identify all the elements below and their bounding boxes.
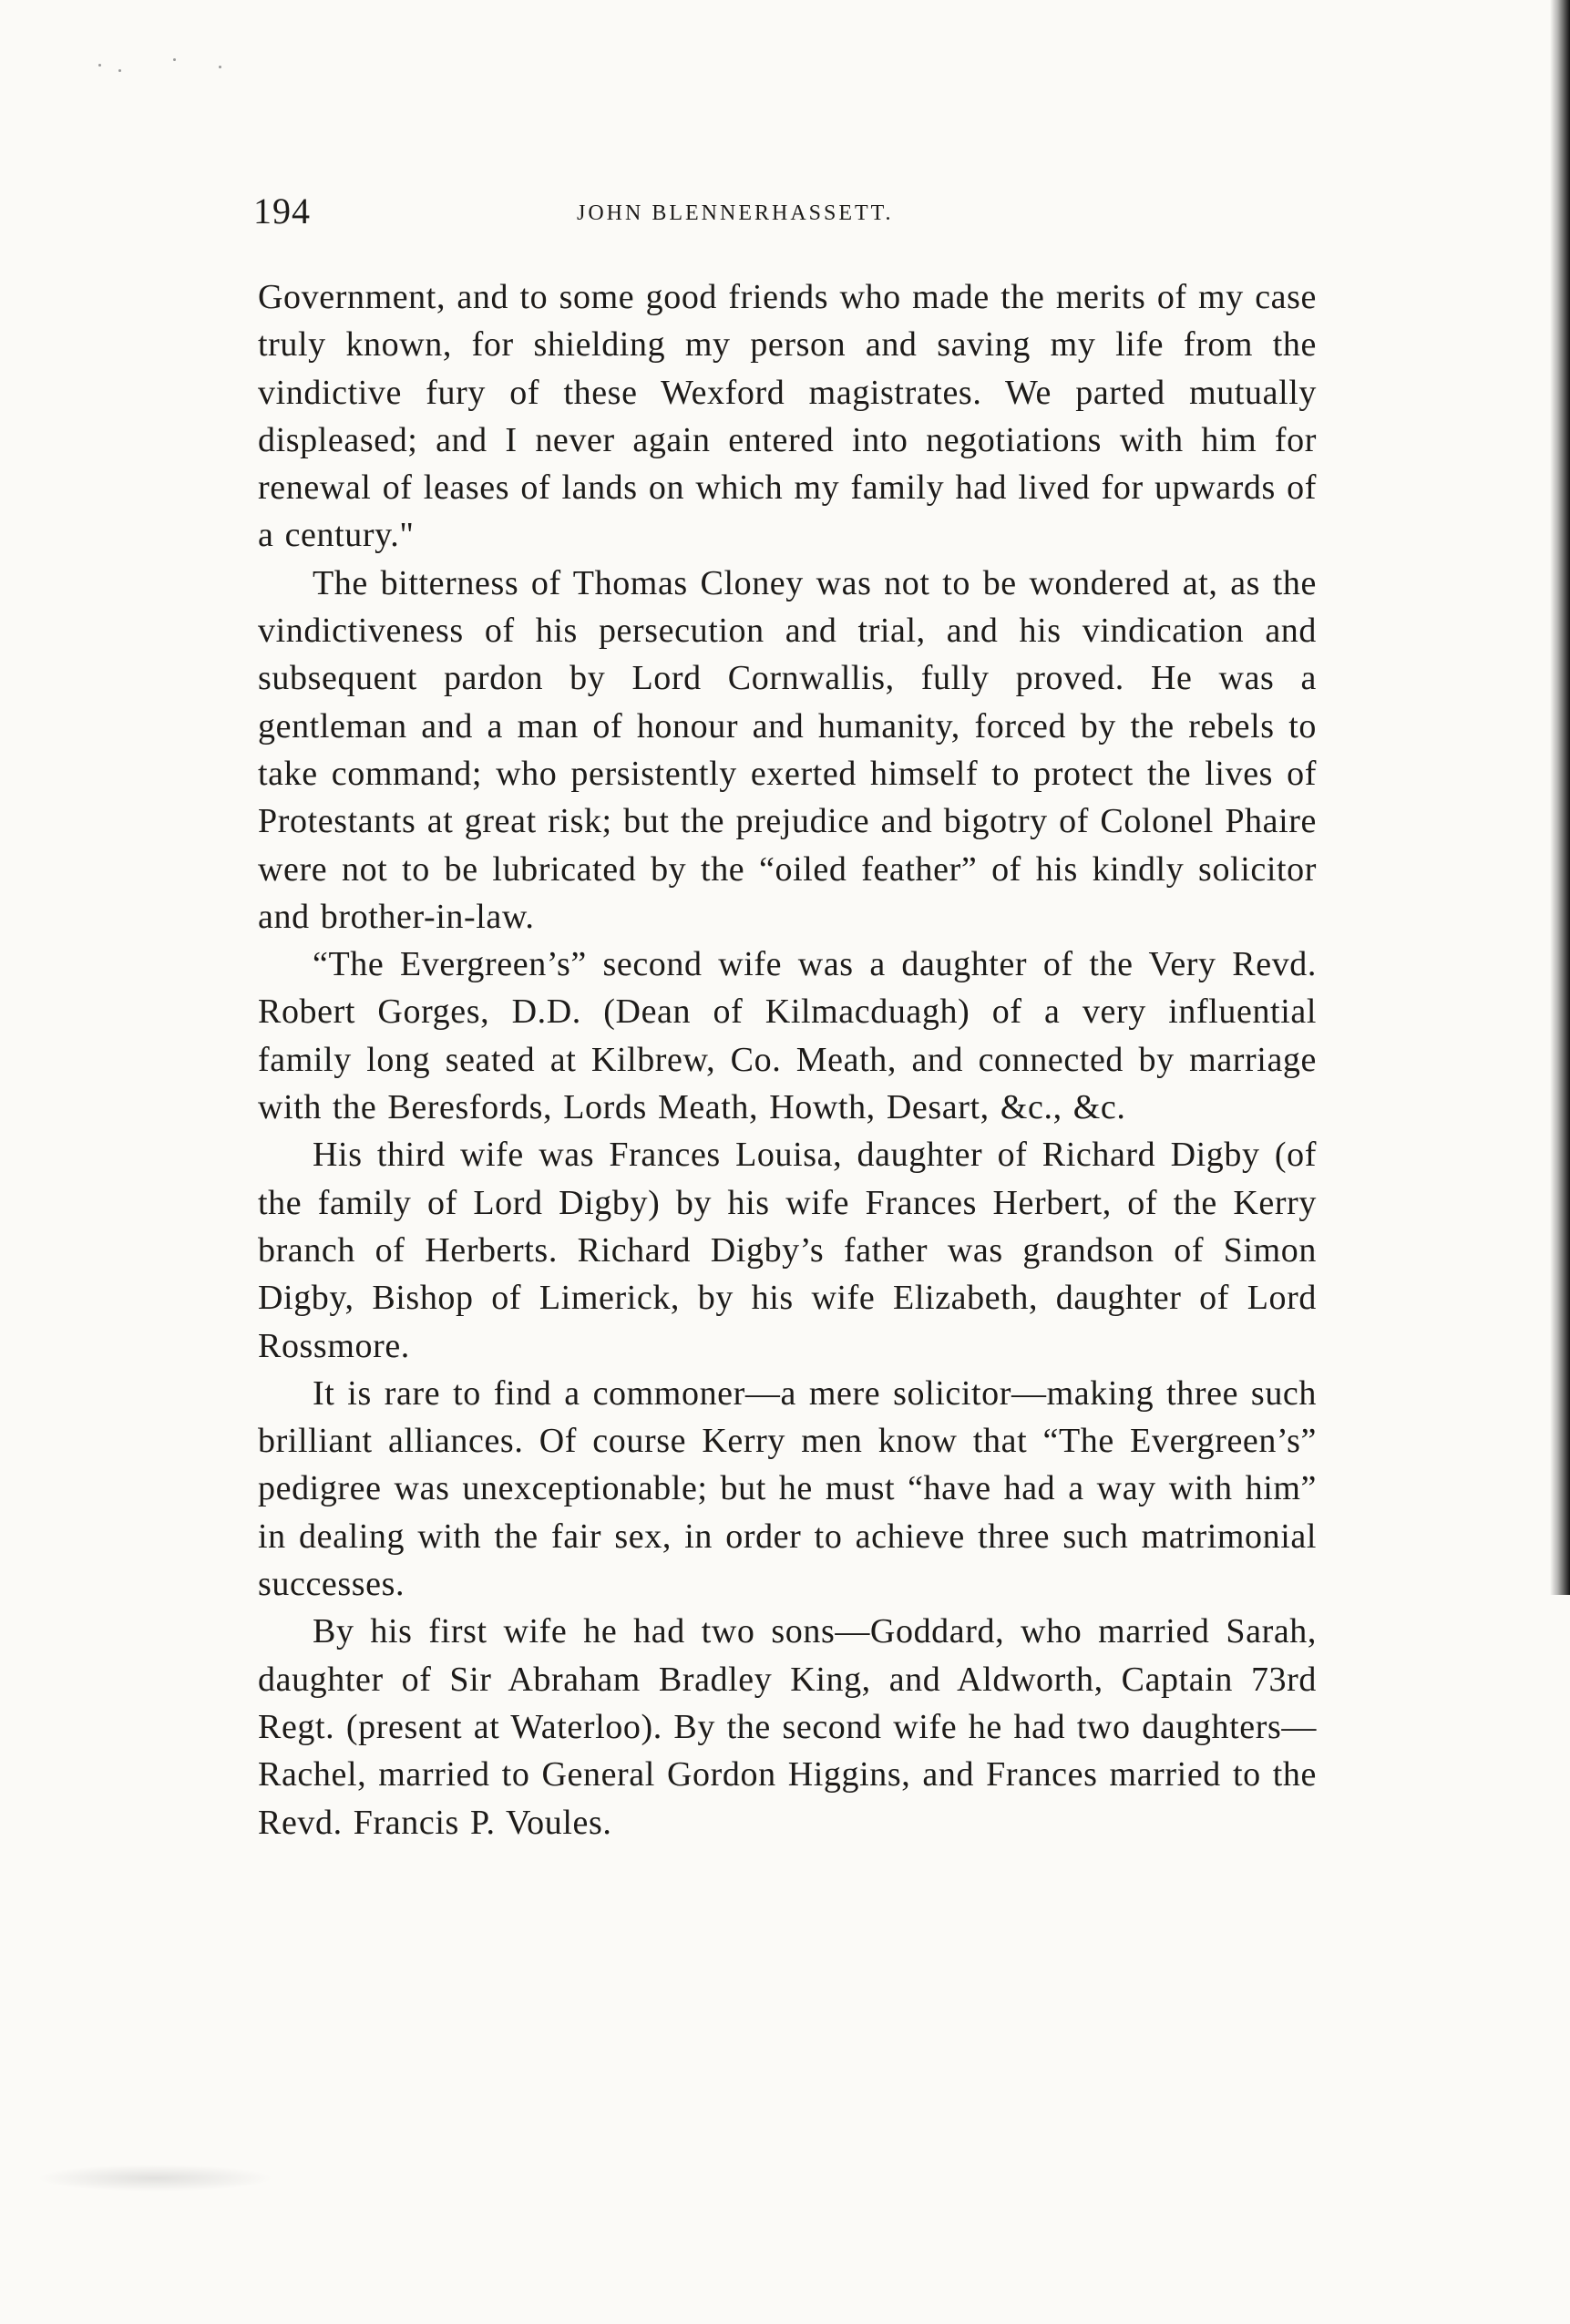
- paragraph: By his first wife he had two sons—Goddard, who married Sarah, daughter of Sir Abraham Bradley King, and Aldworth, Captain 73rd Regt. (present at Waterloo). By the second wife he had two daughters—Rachel, married to General Gordon Higgins, and Frances married to the Revd. Francis P. Voules.: [258, 1612, 1317, 1842]
- paragraph: “The Evergreen’s” second wife was a daughter of the Very Revd. Robert Gorges, D.D. (Dean of Kilmacduagh) of a very influential family long seated at Kilbrew, Co. Meath, and connected by marriage with the Beresfords, Lords Meath, Howth, Desart, &c., &c.: [258, 945, 1317, 1127]
- paper-smudge: [36, 2165, 273, 2192]
- paragraph: His third wife was Frances Louisa, daughter of Richard Digby (of the family of Lord Digby) by his wife Frances Herbert, of the Kerry branch of Herberts. Richard Digby’s father was grandson of Simon Digby, Bishop of Limerick, by his wife Elizabeth, daughter of Lord Rossmore.: [258, 1136, 1317, 1365]
- page-edge-shadow: [1550, 0, 1570, 1595]
- page-number: 194: [253, 190, 311, 231]
- page-header: [253, 190, 1310, 244]
- body-text: [258, 273, 1317, 1846]
- paragraph: The bitterness of Thomas Cloney was not to be wondered at, as the vindictiveness of his persecution and trial, and his vindication and subsequent pardon by Lord Cornwallis, fully proved. He was a gentleman and a man of honour and humanity, forced by the rebels to take command; who persistently exerted himself to protect the lives of Protestants at great risk; but the prejudice and bigotry of Colonel Phaire were not to be lubricated by the “oiled feather” of his kindly solicitor and brother-in-law.: [258, 563, 1317, 936]
- running-head: JOHN BLENNERHASSETT.: [577, 201, 894, 225]
- paper-specks: [91, 55, 273, 91]
- paragraph: Government, and to some good friends who made the merits of my case truly known, for shielding my person and saving my life from the vindictive fury of these Wexford magistrates. We parted mutually displeased; and I never again entered into negotiations with him for renewal of leases of lands on which my family had lived for upwards of a century.": [258, 278, 1317, 555]
- paragraph: It is rare to find a commoner—a mere solicitor—making three such brilliant alliances. Of course Kerry men know that “The Evergreen’s” pedigree was unexceptionable; but he must “have had a way with him” in dealing with the fair sex, in order to achieve three such matrimonial successes.: [258, 1373, 1317, 1604]
